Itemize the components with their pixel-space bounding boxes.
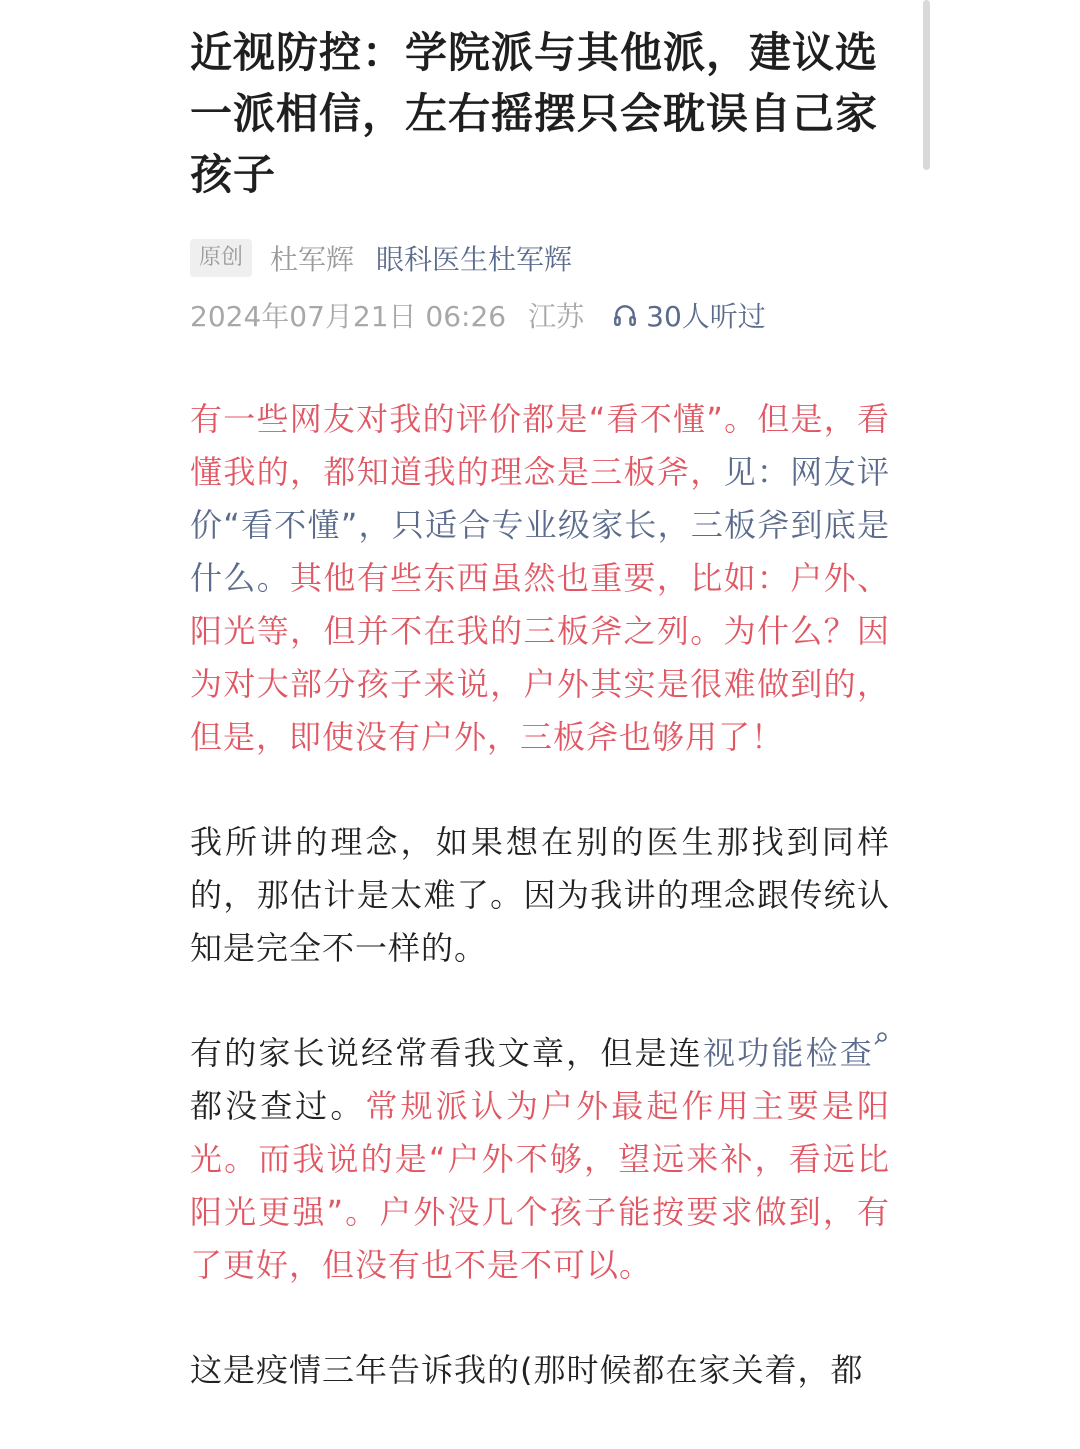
highlighted-text: 有一些网友对我的评价都是“看不懂”。但是，看懂我的，都知道我的理念是三板斧， xyxy=(190,400,890,491)
scrollbar[interactable] xyxy=(923,0,930,170)
search-icon[interactable] xyxy=(874,1031,888,1045)
related-article-link[interactable]: 见：网友评价“看不懂”，只适合专业级家长，三板斧到底是什么。 xyxy=(190,453,890,597)
account-name-link[interactable]: 眼科医生杜军辉 xyxy=(376,243,573,276)
article-title: 近视防控：学院派与其他派，建议选一派相信，左右摇摆只会耽误自己家孩子 xyxy=(190,28,879,199)
article-container xyxy=(190,0,890,1449)
publish-location: 江苏 xyxy=(528,300,585,333)
publish-info xyxy=(190,297,890,333)
body-text: 都没查过。 xyxy=(190,1087,366,1125)
paragraph-3 xyxy=(190,1027,890,1292)
paragraph-4: 这是疫情三年告诉我的(那时候都在家关着，都 xyxy=(190,1351,864,1389)
paragraph-2: 我所讲的理念，如果想在别的医生那找到同样的，那估计是太难了。因为我讲的理念跟传统认知是完全不一样的。 xyxy=(190,823,890,967)
listen-count: 30人听过 xyxy=(646,300,766,333)
keyword-search-link[interactable]: 视功能检查 xyxy=(702,1034,874,1072)
author-name: 杜军辉 xyxy=(270,243,355,276)
paragraph-1 xyxy=(190,393,890,764)
body-text: 有的家长说经常看我文章，但是连 xyxy=(190,1034,703,1072)
publish-date: 2024年07月21日 06:26 xyxy=(190,300,507,333)
article-meta xyxy=(190,239,890,277)
listen-button[interactable] xyxy=(612,295,766,335)
headphones-icon xyxy=(612,302,638,328)
highlighted-text: 其他有些东西虽然也重要，比如：户外、阳光等，但并不在我的三板斧之列。为什么？因为对大部分孩子来说，户外其实是很难做到的，但是，即使没有户外，三板斧也够用了！ xyxy=(190,559,890,756)
article-body xyxy=(190,393,890,1397)
highlighted-text: 常规派认为户外最起作用主要是阳光。而我说的是“户外不够，望远来补，看远比阳光更强”。户外没几个孩子能按要求做到，有了更好，但没有也不是不可以。 xyxy=(190,1087,890,1284)
original-badge: 原创 xyxy=(190,239,252,277)
